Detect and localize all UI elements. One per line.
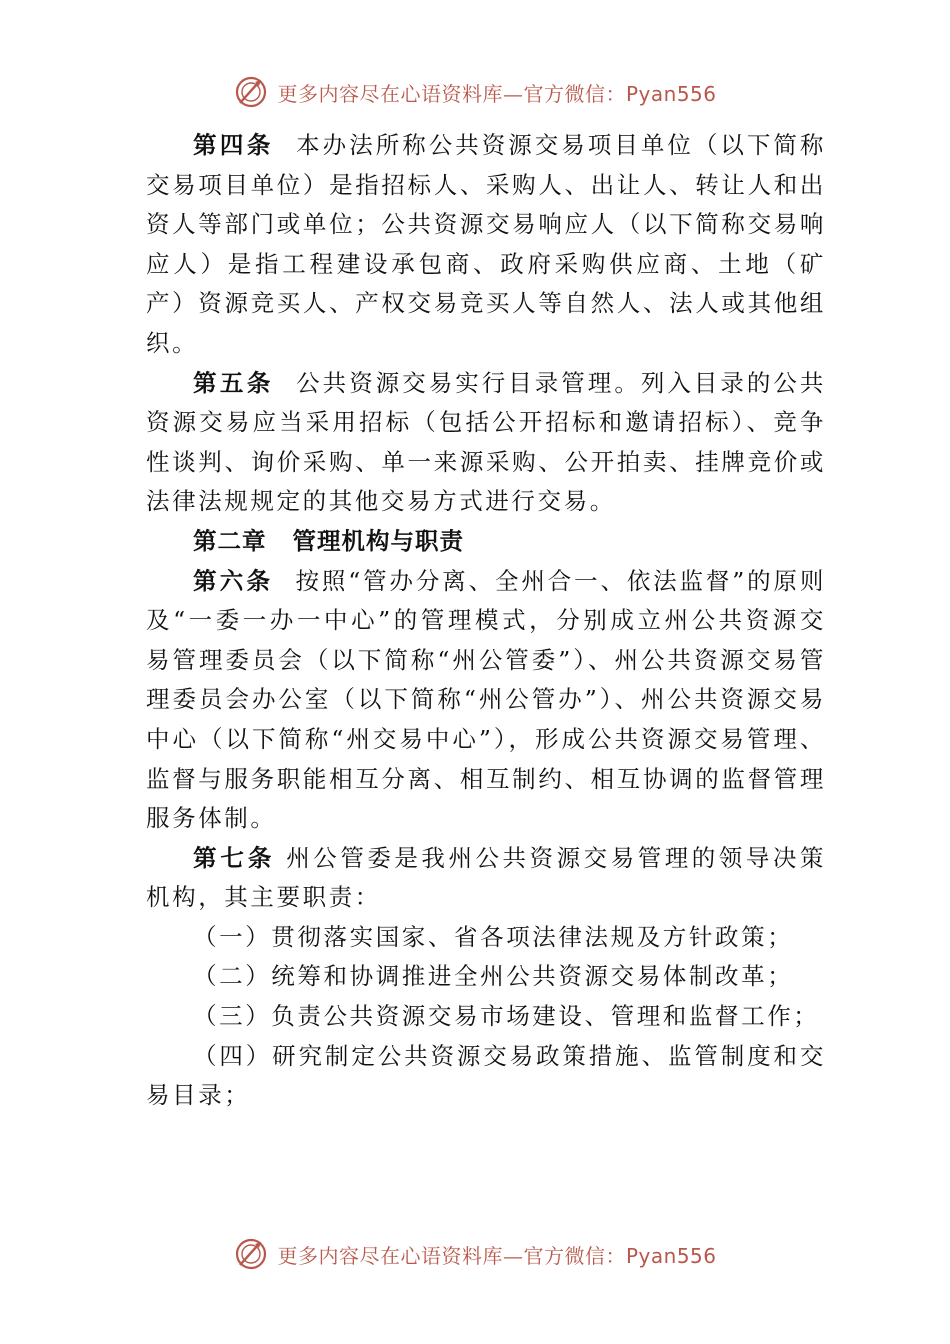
- article-text: 本办法所称公共资源交易项目单位（以下简称交易项目单位）是指招标人、采购人、出让人、转让人和出资人等部门或单位；公共资源交易响应人（以下简称交易响应人）是指工程建设承包商、政府采购供应商、土地（矿产）资源竞买人、产权交易竞买人等自然人、法人或其他组织。: [146, 131, 827, 357]
- article-text: 公共资源交易实行目录管理。列入目录的公共资源交易应当采用招标（包括公开招标和邀请招标）、竞争性谈判、询价采购、单一来源采购、公开拍卖、挂牌竞价或法律法规规定的其他交易方式进行交易。: [146, 368, 827, 516]
- article-5: [146, 364, 826, 522]
- article-number: 第六条: [193, 566, 274, 595]
- list-item: （三）负责公共资源交易市场建设、管理和监督工作；: [193, 1002, 820, 1031]
- footer-watermark: [0, 1236, 950, 1272]
- header-watermark: [0, 74, 950, 110]
- watermark-text: 更多内容尽在心语资料库—官方微信：Pyan556: [277, 1243, 717, 1268]
- list-item: （二）统筹和协调推进全州公共资源交易体制改革；: [193, 962, 794, 991]
- article-text: 按照“管办分离、全州合一、依法监督”的原则及“一委一办一中心”的管理模式，分别成立州公共资源交易管理委员会（以下简称“州公管委”）、州公共资源交易管理委员会办公室（以下简称“州公管办”）、州公共资源交易中心（以下简称“州交易中心”），形成公共资源交易管理、监督与服务职能相互分离、相互制约、相互协调的监督管理服务体制。: [146, 566, 826, 833]
- logo-icon: [233, 74, 269, 110]
- article-number: 第五条: [193, 368, 274, 397]
- article-number: 第四条: [193, 131, 274, 159]
- logo-icon: [233, 1236, 269, 1272]
- article-text: 州公管委是我州公共资源交易管理的领导决策机构，其主要职责：: [146, 843, 827, 912]
- article-number: 第七条: [193, 843, 276, 872]
- watermark-text: 更多内容尽在心语资料库—官方微信：Pyan556: [277, 81, 717, 106]
- article-4: [146, 126, 826, 364]
- list-item: （一）贯彻落实国家、省各项法律法规及方针政策；: [193, 922, 794, 951]
- article-6: [146, 562, 826, 839]
- chapter-number: 第二章: [193, 526, 267, 555]
- chapter-heading: [146, 522, 826, 562]
- chapter-title: 管理机构与职责: [292, 526, 464, 555]
- list-item: （四）研究制定公共资源交易政策措施、监管制度和交易目录；: [146, 1041, 826, 1110]
- article-7: [146, 839, 826, 918]
- document-body: [146, 126, 826, 1116]
